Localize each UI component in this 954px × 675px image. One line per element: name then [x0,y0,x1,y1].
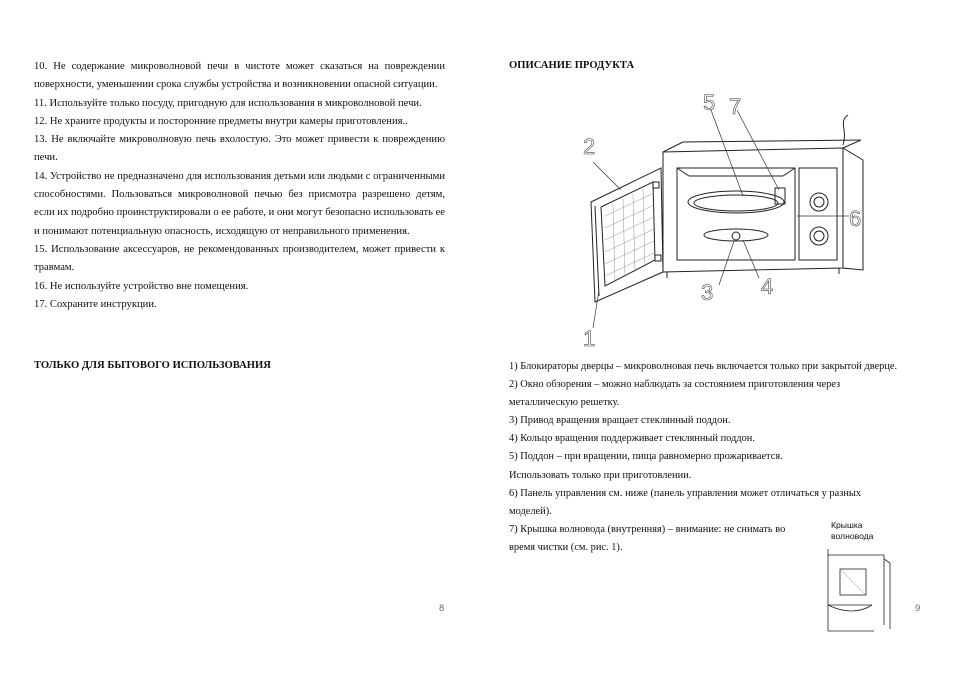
page-number-left: 8 [439,603,445,614]
drive-coupler [732,232,740,240]
microwave-diagram [543,90,954,360]
open-door [591,168,663,302]
instruction-item-11: 11. Используйте только посуду, пригодную для использования в микроволновой печи. [34,97,422,109]
waveguide-callout-label [831,520,873,542]
door-lock-bottom [655,255,661,261]
part-item-2: 2) Окно обзорения – можно наблюдать за состоянием приготовления через металлическую решетку. [509,379,841,409]
instruction-item-14: 14. Устройство не предназначено для использования детьми или людьми с ограниченными способностями. Пользоваться микроволновой печью без присмотра разрешено детям, если их подробно проинструктировали о ее работе, и они могут безопасно использовать ее и понимают потенциальную опасность, исходящую от неправильного применения. [34,170,445,237]
instruction-item-10: 10. Не содержание микроволновой печи в чистоте может сказаться на повреждении поверхности, уменьшении срока службы устройства и возникновении опасной ситуации. [34,61,445,91]
diagram-label-7: 7 [729,94,742,119]
right-page [477,0,954,675]
instruction-item-17: 17. Сохраните инструкции. [34,298,157,310]
waveguide-detail-figure [824,545,894,640]
household-use-heading: ТОЛЬКО ДЛЯ БЫТОВОГО ИСПОЛЬЗОВАНИЯ [34,360,271,371]
waveguide-callout-line2: волновода [831,531,874,541]
instruction-item-13: 13. Не включайте микроволновую печь вхолостую. Это может привести к повреждению печи. [34,134,445,164]
instruction-item-15: 15. Использование аксессуаров, не рекомендованных производителем, может привести к травмам. [34,243,445,274]
safety-instructions-list [34,58,445,314]
page-number-right: 9 [915,603,921,614]
diagram-label-3: 3 [701,280,714,305]
part-item-5-note: Использовать только при приготовлении. [509,469,692,481]
diagram-label-2: 2 [583,134,596,159]
diagram-label-6: 6 [849,206,862,231]
part-item-4: 4) Кольцо вращения поддерживает стеклянный поддон. [509,433,755,445]
diagram-label-5: 5 [703,90,716,115]
window-mesh [605,189,654,282]
diagram-label-1: 1 [583,326,596,351]
diagram-label-4: 4 [761,274,774,299]
cooking-cavity [677,168,795,260]
instruction-item-12: 12. Не храните продукты и посторонние предметы внутри камеры приготовления.. [34,115,408,127]
viewing-window [601,182,655,286]
waveguide-callout-line1: Крышка [831,520,863,530]
part-item-6: 6) Панель управления см. ниже (панель управления может отличаться у разных моделей). [509,487,862,517]
part-item-3: 3) Привод вращения вращает стеклянный поддон. [509,415,731,427]
rotation-ring [704,229,768,241]
product-description-heading: ОПИСАНИЕ ПРОДУКТА [509,60,635,71]
glass-tray [688,191,784,213]
part-item-5: 5) Поддон – при вращении, пища равномерно прожаривается. [509,451,783,463]
instruction-item-16: 16. Не используйте устройство вне помещения. [34,280,249,292]
power-knob [810,227,828,245]
control-panel [799,168,837,260]
part-item-1: 1) Блокираторы дверцы – микроволновая печь включается только при закрытой дверце. [509,361,898,372]
door-lock-top [653,182,659,188]
timer-knob [810,193,828,211]
part-item-7: 7) Крышка волновода (внутренняя) – внимание: не снимать во время чистки (см. рис. 1). [509,523,786,553]
